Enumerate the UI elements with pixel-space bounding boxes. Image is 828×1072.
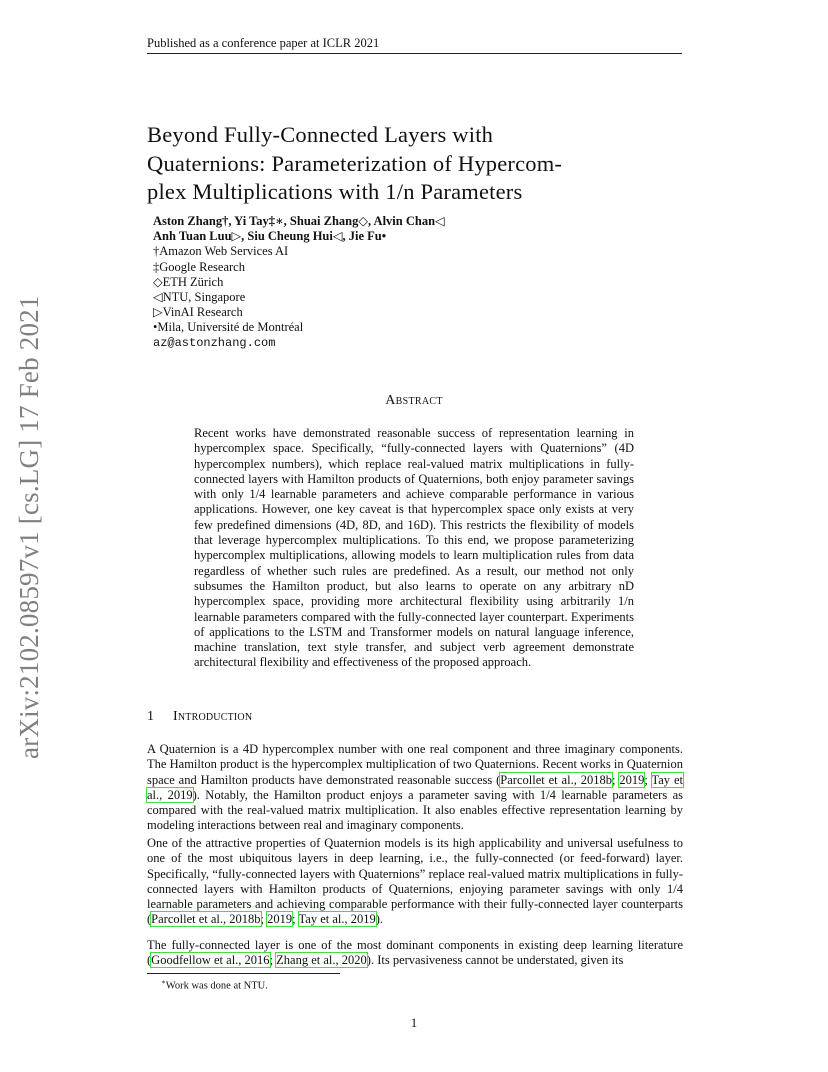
affiliation: •Mila, Université de Montréal — [153, 320, 304, 335]
footnote — [161, 978, 268, 992]
citation-link[interactable]: Zhang et al., 2020 — [276, 953, 367, 968]
author-block — [153, 214, 445, 351]
affiliation: ◇ETH Zürich — [153, 274, 224, 289]
citation-link[interactable]: 2019 — [267, 912, 293, 927]
section-heading-introduction — [147, 709, 252, 725]
paragraph-text: ; — [292, 912, 299, 927]
paragraph-text: ; — [644, 772, 652, 787]
arxiv-stamp: arXiv:2102.08597v1 [cs.LG] 17 Feb 2021 — [14, 295, 44, 759]
affiliation: ‡Google Research — [153, 259, 245, 274]
title-line-3: plex Multiplications with 1/n Parameters — [147, 179, 523, 205]
affiliation: †Amazon Web Services AI — [153, 244, 289, 259]
footnote-text: Work was done at NTU. — [165, 980, 268, 992]
paragraph-text: ). Notably, the Hamilton product enjoys a parameter saving with 1/4 learnable parameters as compared with the real-valued matrix multiplication. It also enables effective representation learning by modeling interactions between real and imaginary components. — [147, 787, 683, 833]
citation-link[interactable]: Parcollet et al., 2018b — [500, 772, 612, 787]
citation-link[interactable]: 2019 — [619, 772, 645, 787]
intro-paragraph-2 — [147, 836, 683, 928]
paragraph-text: ; — [269, 953, 277, 968]
abstract-text: Recent works have demonstrated reasonable success of representation learning in hypercomplex space. Specifically, “fully-connected layers with Quaternions” (4D hypercomplex numbers), which replace real-valued matrix multiplications in fully-connected layers with Hamilton products of Quaternions, both enjoy parameter savings with only 1/4 learnable parameters and achieve comparable performance in various applications. However, one key caveat is that hypercomplex space only exists at very few predefined dimensions (4D, 8D, and 16D). This restricts the flexibility of models that leverage hypercomplex multiplications. To this end, we propose parameterizing hypercomplex multiplications, allowing models to learn multiplication rules from data regardless of whether such rules are predefined. As a result, our method not only subsumes the Hamilton product, but also learns to operate on any arbitrary nD hypercomplex space, providing more architectural flexibility using arbitrarily 1/n learnable parameters compared with the fully-connected layer counterpart. Experiments of applications to the LSTM and Transformer models on natural language inference, machine translation, text style transfer, and subject verb agreement demonstrate architectural flexibility and effectiveness of the proposed approach. — [194, 426, 634, 670]
abstract-heading: Abstract — [385, 393, 443, 408]
citation-link[interactable]: Goodfellow et al., 2016 — [151, 953, 270, 968]
running-header: Published as a conference paper at ICLR 2021 — [147, 36, 380, 50]
paragraph-text: ). Its pervasiveness cannot be understated, given its — [366, 953, 624, 968]
citation-link[interactable]: Parcollet et al., 2018b — [151, 912, 261, 927]
paragraph-text: A Quaternion is a 4D hypercomplex number with one real component and three imaginary components. The Hamilton product is the hypercomplex multiplication of two Quaternions. Recent works in Quaternion space and Hamilton products have demonstrated reasonable success ( — [147, 742, 683, 787]
affiliation: ◁NTU, Singapore — [153, 290, 246, 305]
footnote-mark: ∗ — [161, 978, 166, 986]
footnote-rule — [147, 973, 340, 974]
page-number: 1 — [410, 1016, 418, 1030]
paragraph-text: ; — [611, 772, 620, 787]
title-line-2: Quaternions: Parameterization of Hypercom- — [147, 150, 563, 176]
paragraph-text: One of the attractive properties of Quaternion models is its high applicability and universal usefulness to one of the most ubiquitous layers in deep learning, i.e., the fully-connected (or feed-forward) layer. Specifically, “fully-connected layers with Quaternions” replace real-valued matrix multiplications in fully-connected layers with Hamilton products of Quaternions, enjoying parameter savings with only 1/4 learnable parameters and achieving comparable performance with their fully-connected layer counterparts ( — [147, 836, 683, 927]
author-line-1: Aston Zhang†, Yi Tay‡∗, Shuai Zhang◇, Alvin Chan◁ — [153, 214, 445, 228]
paragraph-text: ; — [260, 912, 268, 927]
citation-link[interactable]: Tay et al., 2019 — [147, 772, 683, 802]
intro-paragraph-3 — [147, 938, 683, 969]
section-title: Introduction — [173, 709, 253, 724]
paragraph-text: The fully-connected layer is one of the most dominant components in existing deep learning literature ( — [147, 938, 683, 968]
intro-paragraph-1 — [147, 742, 683, 834]
paragraph-text: ). — [375, 912, 384, 927]
title-line-1: Beyond Fully-Connected Layers with — [147, 122, 494, 148]
header-rule — [147, 53, 682, 54]
author-line-2: Anh Tuan Luu▷, Siu Cheung Hui◁, Jie Fu• — [153, 229, 387, 244]
affiliation: ▷VinAI Research — [153, 305, 243, 320]
author-email[interactable]: az@astonzhang.com — [153, 335, 276, 350]
citation-link[interactable]: Tay et al., 2019 — [298, 912, 376, 927]
paper-title — [147, 121, 687, 207]
section-number: 1 — [147, 709, 155, 724]
